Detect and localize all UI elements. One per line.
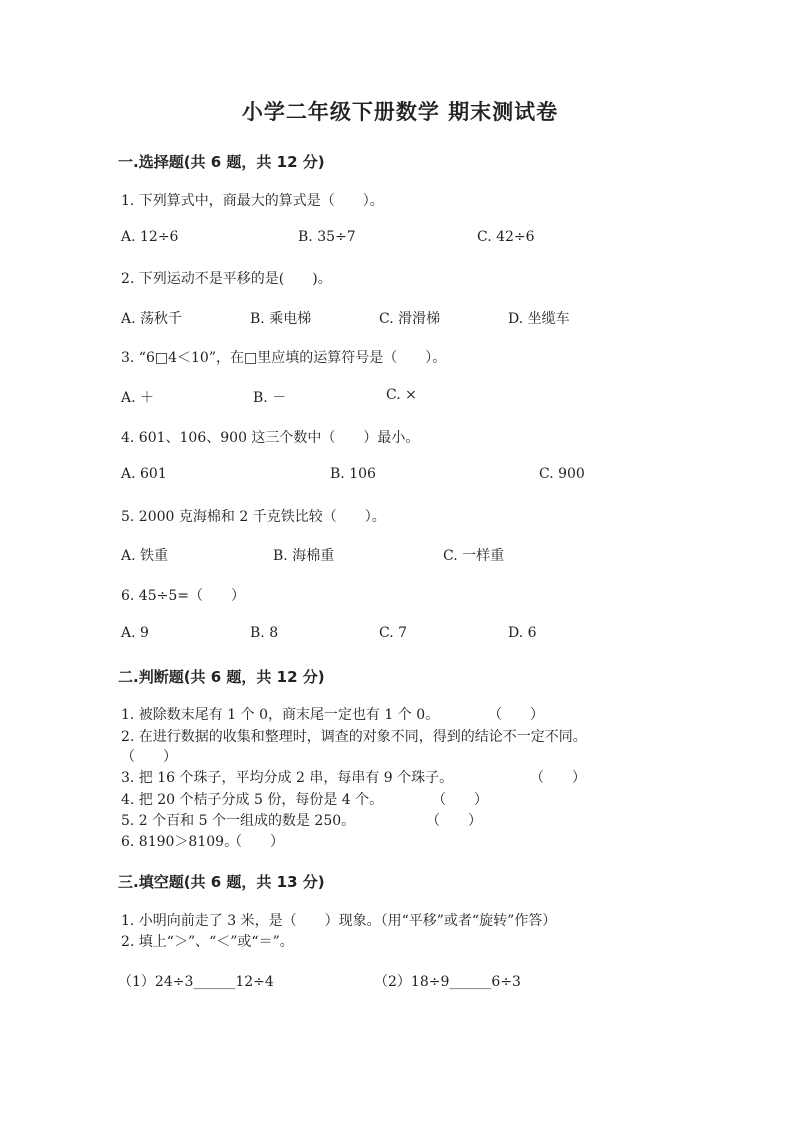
question-1: 1. 下列算式中，商最大的算式是（ ）。 (121, 193, 384, 209)
option-5b: B. 海棉重 (273, 548, 335, 564)
tf-answer-paren-4[interactable]: （ ） (432, 792, 488, 808)
option-4a: A. 601 (121, 466, 167, 482)
tf-item-2: 2. 在进行数据的收集和整理时，调查的对象不同，得到的结论不一定不同。 (121, 729, 587, 745)
fill-question-1: 1. 小明向前走了 3 米，是（ ）现象。（用“平移”或者“旋转”作答） (121, 913, 557, 929)
option-1c: C. 42÷6 (477, 229, 535, 245)
question-2: 2. 下列运动不是平移的是( )。 (121, 271, 332, 287)
option-2a: A. 荡秋千 (121, 311, 183, 327)
option-1b: B. 35÷7 (298, 229, 356, 245)
question-5: 5. 2000 克海棉和 2 千克铁比较（ ）。 (121, 509, 386, 525)
tf-answer-paren-1[interactable]: （ ） (488, 707, 544, 723)
fill-blank-1[interactable]: （1）24÷3______12÷4 (118, 974, 274, 990)
option-6b: B. 8 (250, 625, 279, 641)
question-6: 6. 45÷5=（ ） (121, 588, 245, 604)
option-6d: D. 6 (508, 625, 537, 641)
option-4c: C. 900 (539, 466, 585, 482)
question-3: 3. “6□4＜10”，在□里应填的运算符号是（ ）。 (121, 350, 447, 366)
tf-item-5: 5. 2 个百和 5 个一组成的数是 250。 (121, 813, 356, 829)
option-5a: A. 铁重 (121, 548, 169, 564)
tf-item-3: 3. 把 16 个珠子，平均分成 2 串，每串有 9 个珠子。 (121, 770, 454, 786)
tf-item-4: 4. 把 20 个桔子分成 5 份，每份是 4 个。 (121, 792, 384, 808)
option-1a: A. 12÷6 (121, 229, 179, 245)
tf-item-1: 1. 被除数末尾有 1 个 0，商末尾一定也有 1 个 0。 (121, 707, 440, 723)
section-heading-fill: 三.填空题(共 6 题，共 13 分) (118, 873, 325, 891)
tf-answer-paren-2[interactable]: （ ） (121, 749, 177, 765)
question-4: 4. 601、106、900 这三个数中（ ）最小。 (121, 430, 420, 446)
fill-question-2: 2. 填上“＞”、“＜”或“＝”。 (121, 934, 294, 950)
section-heading-choice: 一.选择题(共 6 题，共 12 分) (118, 153, 325, 171)
option-3a: A. ＋ (121, 390, 155, 406)
section-heading-judgment: 二.判断题(共 6 题，共 12 分) (118, 668, 325, 686)
fill-blank-2[interactable]: （2）18÷9______6÷3 (374, 974, 521, 990)
option-2c: C. 滑滑梯 (379, 311, 441, 327)
option-6a: A. 9 (121, 625, 149, 641)
option-3b: B. － (253, 390, 287, 406)
option-2d: D. 坐缆车 (508, 311, 570, 327)
option-4b: B. 106 (330, 466, 376, 482)
tf-answer-paren-6[interactable]: （ ） (228, 834, 284, 850)
tf-item-6: 6. 8190＞8109。 (121, 834, 239, 850)
page-title: 小学二年级下册数学 期末测试卷 (241, 99, 559, 124)
option-6c: C. 7 (379, 625, 408, 641)
tf-answer-paren-5[interactable]: （ ） (426, 813, 482, 829)
tf-answer-paren-3[interactable]: （ ） (530, 770, 586, 786)
option-3c: C. × (386, 387, 417, 403)
option-2b: B. 乘电梯 (250, 311, 312, 327)
option-5c: C. 一样重 (443, 548, 505, 564)
